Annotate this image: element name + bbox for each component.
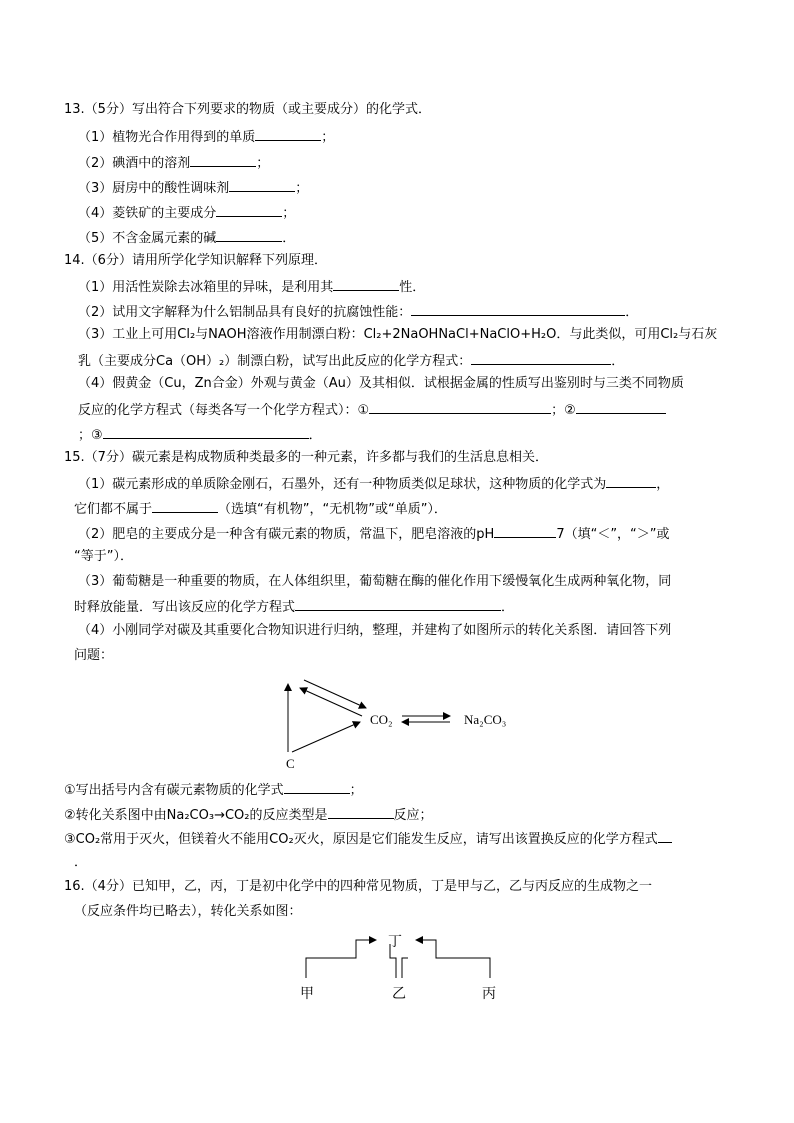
q15-p1-text2: 它们都不属于 [74,502,153,517]
q14-title: 14.（6分）请用所学化学知识解释下列原理． [64,253,327,268]
q14-p1-end: 性． [399,280,426,295]
answer-blank[interactable] [606,475,656,488]
label-yi: 乙 [392,986,406,1002]
q15-part-3: （3）葡萄糖是一种重要的物质，在人体组织里，葡萄糖在酶的催化作用下缓慢氧化生成两种氧化物，同 [78,574,672,589]
q16-title: 16.（4分）已知甲，乙，丙，丁是初中化学中的四种常见物质，丁是甲与乙，乙与丙反应的生成物之一 [64,879,652,894]
answer-blank[interactable] [328,806,394,819]
q15-s1-end: ； [349,783,363,798]
q15-part-3-cont [74,598,514,616]
label-c: C [286,756,295,771]
q14-part-1 [78,278,425,296]
q14-part-3-cont [78,352,624,370]
label-ding: 丁 [388,934,402,950]
q15-s2-text: ②转化关系图中由Na₂CO₃→CO₂的反应类型是 [64,808,328,823]
q13-item-4-text: （4）菱铁矿的主要成分 [78,206,217,221]
answer-blank[interactable] [103,426,309,439]
q13-title: 13.（5分）写出符合下列要求的物质（或主要成分）的化学式． [64,102,431,117]
q14-part-3: （3）工业上可用Cl₂与NAOH溶液作用制漂白粉：Cl₂+2NaOHNaCl+NaClO+H₂O．与此类似，可用Cl₂与石灰 [78,327,718,342]
line-yi-right [402,958,408,978]
q15-p3-end: ． [501,600,515,615]
q13-item-1 [78,128,334,146]
q14-p3-end: ． [611,354,625,369]
q15-part-4: （4）小刚同学对碳及其重要化合物知识进行归纳，整理，并建构了如图所示的转化关系图．请回答下列 [78,623,672,638]
q15-title: 15.（7分）碳元素是构成物质种类最多的一种元素，许多都与我们的生活息息相关． [64,450,548,465]
q14-part-4: （4）假黄金（Cu，Zn合金）外观与黄金（Au）及其相似．试根据金属的性质写出鉴别时与三类不同物质 [78,376,684,391]
answer-blank[interactable] [411,303,625,316]
q15-p1-text: （1）碳元素形成的单质除金刚石，石墨外，还有一种物质类似足球状，这种物质的化学式为 [78,477,607,492]
q14-part-4-cont2 [78,426,322,444]
label-co2: CO₂ [370,712,393,727]
answer-blank[interactable] [284,781,350,794]
q14-p3-text2: 乳（主要成分Ca（OH）₂）制漂白粉，试写出此反应的化学方程式： [78,354,472,369]
q15-part-4-cont: 问题： [74,648,114,663]
q13-item-4 [78,204,295,222]
answer-blank[interactable] [576,401,666,414]
q15-part-1 [78,475,669,493]
q15-sub-3 [64,830,672,848]
q16-relation-diagram [290,926,510,1006]
q15-sub-2 [64,806,433,824]
q14-p2-end: ． [625,305,639,320]
q15-s1-text: ①写出括号内含有碳元素物质的化学式 [64,783,284,798]
q14-p2-text: （2）试用文字解释为什么铝制品具有良好的抗腐蚀性能： [78,305,412,320]
answer-blank[interactable] [369,401,551,414]
q15-s2-end: 反应； [393,808,433,823]
answer-blank[interactable] [216,229,282,242]
q13-item-5-text: （5）不含金属元素的碱 [78,231,217,246]
q15-s3-text: ③CO₂常用于灭火，但镁着火不能用CO₂灭火，原因是它们能发生反应，请写出该置换反应的化学方程式 [64,832,658,847]
answer-blank[interactable] [255,128,321,141]
answer-blank[interactable] [216,204,282,217]
answer-blank[interactable] [152,500,218,513]
q13-item-4-end: ； [282,206,296,221]
q14-part-2 [78,303,638,321]
answer-blank[interactable] [333,278,399,291]
arrow-jia-to-ding [306,940,376,978]
label-bing: 丙 [482,986,496,1002]
q13-item-3 [78,179,308,197]
arrow-c-to-co2 [292,722,360,752]
q13-item-3-text: （3）厨房中的酸性调味剂 [78,181,230,196]
arrow-bing-to-ding [416,940,490,978]
q15-p1-end2: （选填“有机物”，“无机物”或“单质”）． [218,502,447,517]
q15-part-2 [78,525,670,543]
q14-p1-text: （1）用活性炭除去冰箱里的异味，是利用其 [78,280,334,295]
answer-blank[interactable] [229,179,295,192]
q13-item-3-end: ； [295,181,309,196]
q13-item-1-text: （1）植物光合作用得到的单质 [78,130,256,145]
answer-blank[interactable] [471,352,611,365]
q15-p1-end: ， [656,477,670,492]
answer-blank[interactable] [658,830,672,843]
q13-item-5-end: ． [282,231,296,246]
q13-item-2-text: （2）碘酒中的溶剂 [78,156,191,171]
q14-p4-end: ． [308,428,322,443]
q13-item-1-end: ； [321,130,335,145]
q14-p4-mid: ；② [551,403,576,418]
q15-part-1-cont [74,500,447,518]
carbon-conversion-diagram [270,672,530,774]
q15-sub-1 [64,781,363,799]
q15-part-2-cont: “等于”）． [74,549,133,564]
q13-item-5 [78,229,295,247]
q15-sub-3-end: ． [74,855,88,870]
q14-part-4-cont [78,401,666,419]
q13-item-2 [78,154,269,172]
q14-p4-text2: 反应的化学方程式（每类各写一个化学方程式）：① [78,403,370,418]
q15-p2-end: 7（填“＜”，“＞”或 [556,527,670,542]
label-jia: 甲 [300,986,314,1002]
q15-p3-text2: 时释放能量．写出该反应的化学方程式 [74,600,296,615]
q13-item-2-end: ； [256,156,270,171]
label-na2co3: Na₂CO₃ [464,712,507,727]
q16-line-2: （反应条件均已略去），转化关系如图： [74,904,302,919]
answer-blank[interactable] [190,154,256,167]
answer-blank[interactable] [494,525,556,538]
answer-blank[interactable] [295,598,501,611]
q14-p4-start3: ；③ [78,428,103,443]
q15-p2-text: （2）肥皂的主要成分是一种含有碳元素的物质，常温下，肥皂溶液的pH [78,527,495,542]
